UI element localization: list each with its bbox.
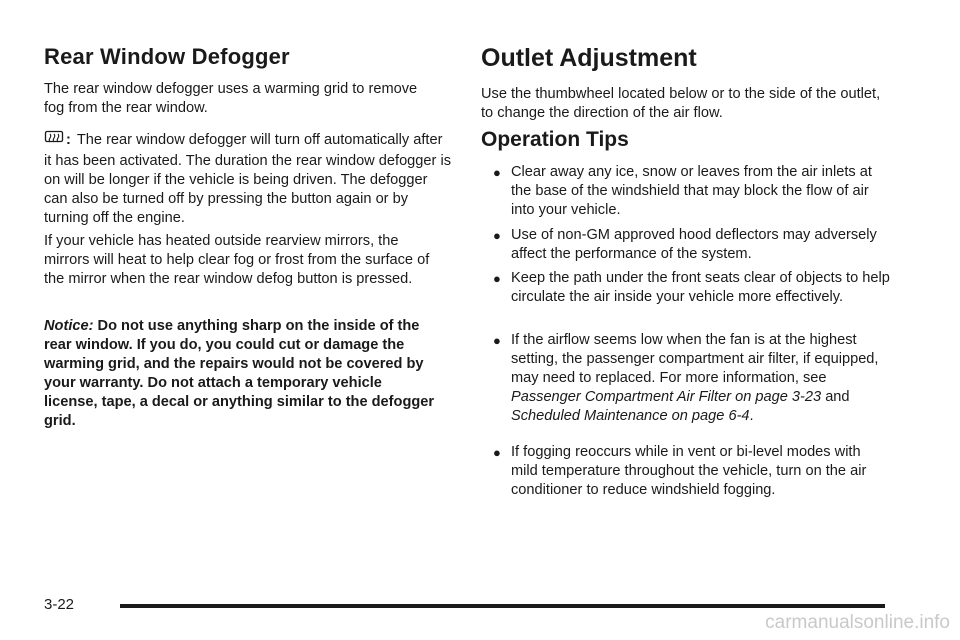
section-heading-operation-tips: Operation Tips	[481, 128, 629, 151]
section-heading-outlet-adjustment: Outlet Adjustment	[481, 44, 697, 72]
bullet-icon: ●	[493, 271, 501, 286]
list-item	[481, 443, 891, 500]
notice-paragraph	[44, 317, 436, 431]
bullet-icon: ●	[493, 333, 501, 348]
icon-colon: :	[66, 132, 71, 148]
outlet-adjustment-paragraph: Use the thumbwheel located below or to the side of the outlet, to change the direction of the air flow.	[481, 86, 881, 121]
list-item	[481, 163, 891, 220]
section-heading-rear-window-defogger: Rear Window Defogger	[44, 44, 290, 69]
notice-text: Do not use anything sharp on the inside of the rear window. If you do, you could cut or damage the warming grid, and the repairs would not be covered by your warranty. Do not attach a temporary vehicle license, tape, a decal or anything similar to the defogger grid.	[44, 318, 435, 429]
page-number: 3-22	[44, 596, 75, 613]
defogger-intro-paragraph: The rear window defogger uses a warming grid to remove fog from the rear window.	[44, 81, 418, 116]
defogger-icon-paragraph	[44, 130, 452, 228]
bullet-icon: ●	[493, 445, 501, 460]
tip-text-b: and	[821, 389, 850, 405]
list-item	[481, 331, 891, 426]
cross-reference-link[interactable]: Passenger Compartment Air Filter on page 3-23	[511, 389, 822, 405]
rear-defrost-icon	[44, 130, 64, 152]
tip-text: Keep the path under the front seats clear of objects to help circulate the air inside your vehicle more effectively.	[511, 270, 890, 305]
notice-label: Notice:	[44, 318, 94, 334]
tip-text: If fogging reoccurs while in vent or bi-level modes with mild temperature throughout the vehicle, turn on the air conditioner to reduce windshield fogging.	[511, 444, 867, 498]
defogger-icon-text: The rear window defogger will turn off automatically after it has been activated. The duration the rear window defogger is on will be longer if the vehicle is being driven. The defogger can also be turned off by pressing the button again or by turning off the engine.	[44, 132, 451, 226]
watermark: carmanualsonline.info	[765, 612, 950, 633]
bullet-icon: ●	[493, 165, 501, 180]
tip-text: Use of non-GM approved hood deflectors may adversely affect the performance of the system.	[511, 227, 877, 262]
cross-reference-link[interactable]: Scheduled Maintenance on page 6-4	[511, 408, 750, 424]
list-item	[481, 269, 891, 307]
list-item	[481, 226, 891, 264]
footer-rule	[120, 604, 885, 608]
tip-text: Clear away any ice, snow or leaves from the air inlets at the base of the windshield that may block the flow of air into your vehicle.	[511, 164, 872, 218]
tip-text-a: If the airflow seems low when the fan is at the highest setting, the passenger compartment air filter, if equipped, may need to replaced. For more information, see	[511, 332, 879, 386]
bullet-icon: ●	[493, 228, 501, 243]
heated-mirrors-paragraph: If your vehicle has heated outside rearview mirrors, the mirrors will heat to help clear fog or frost from the surface of the mirror when the rear window defog button is pressed.	[44, 233, 430, 287]
tip-text-c: .	[749, 408, 754, 424]
